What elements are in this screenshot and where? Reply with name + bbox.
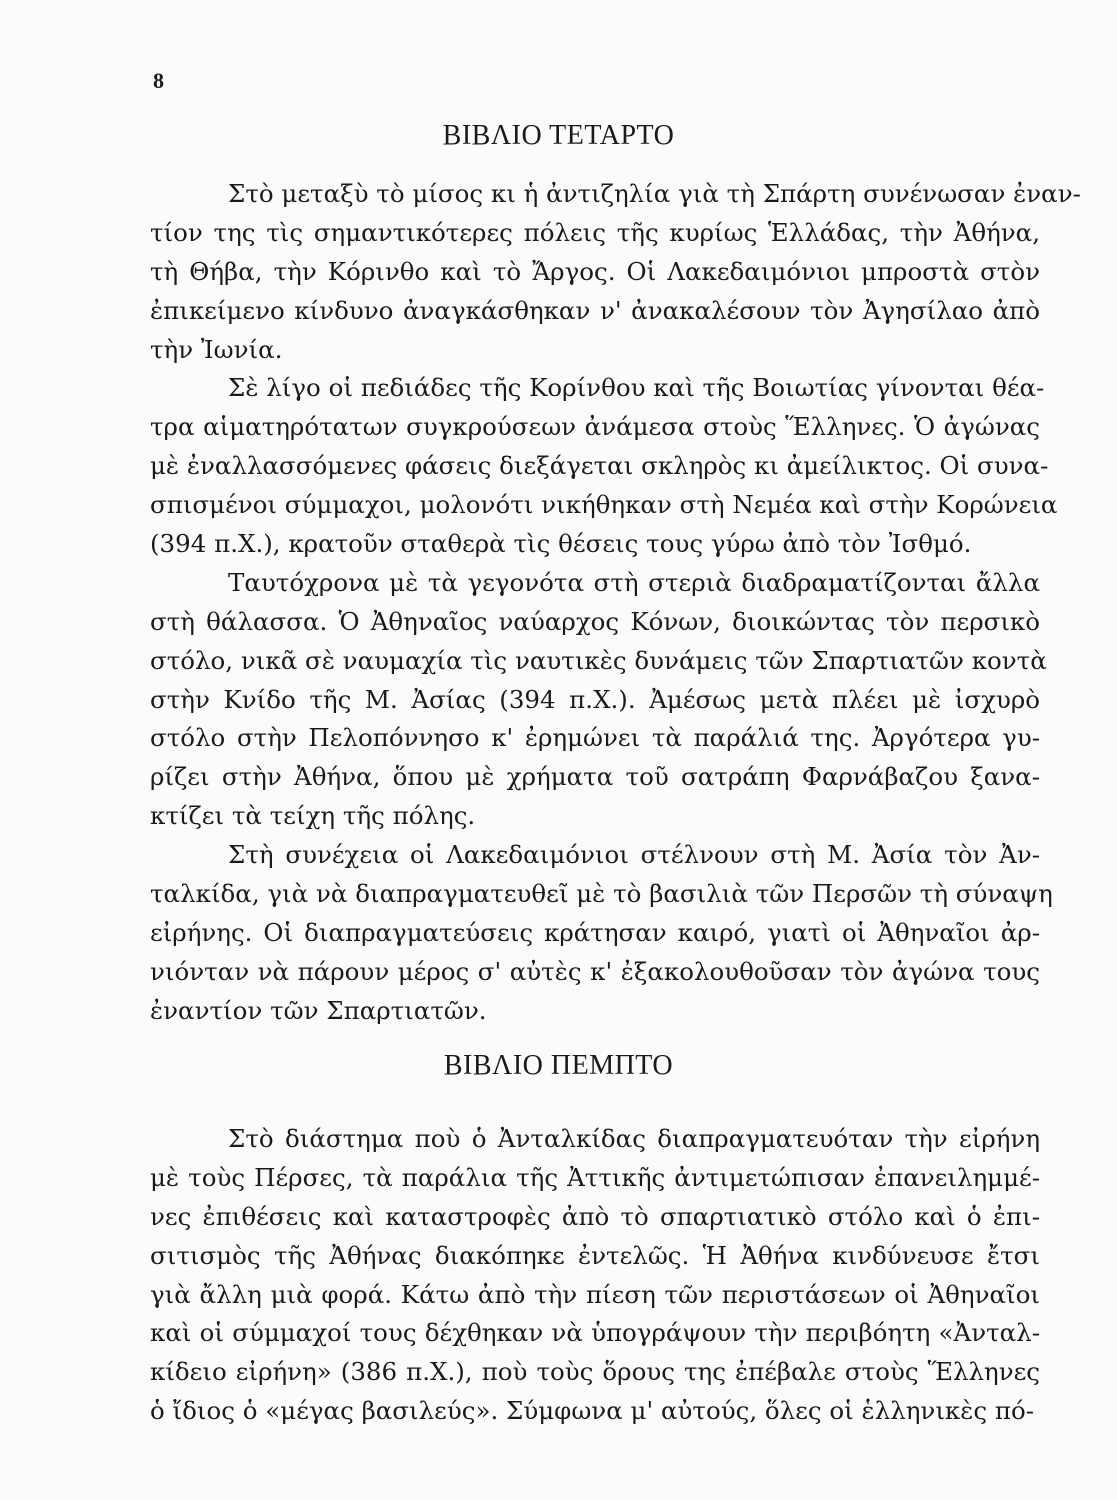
text-line: γιὰ ἄλλη μιὰ φορά. Κάτω ἀπὸ τὴν πίεση τῶν περιστάσεων οἱ Ἀθηναῖοι (150, 1279, 1040, 1309)
text-line: ἐπικείμενο κίνδυνο ἀναγκάσθηκαν ν' ἀνακαλέσουν τὸν Ἀγησίλαο ἀπὸ (150, 295, 1040, 325)
paragraph (150, 175, 1081, 369)
text-line: Στὴ συνέχεια οἱ Λακεδαιμόνιοι στέλνουν στὴ Μ. Ἀσία τὸν Ἀν- (228, 840, 1040, 870)
chapter-body-book-five (150, 1120, 1040, 1431)
text-line: κίδειο εἰρήνη» (386 π.Χ.), ποὺ τοὺς ὅρους της ἐπέβαλε στοὺς Ἕλληνες (150, 1357, 1040, 1387)
page-number: 8 (153, 68, 164, 93)
text-line: στὴ θάλασσα. Ὁ Ἀθηναῖος ναύαρχος Κόνων, διοικώντας τὸν περσικὸ (150, 606, 1040, 636)
text-line: μὲ τοὺς Πέρσες, τὰ παράλια τῆς Ἀττικῆς ἀντιμετώπισαν ἐπανειλημμέ- (150, 1162, 1040, 1192)
text-line: τὴν Ἰωνία. (150, 334, 283, 364)
text-line: τὴ Θήβα, τὴν Κόρινθο καὶ τὸ Ἄργος. Οἱ Λακεδαιμόνιοι μπροστὰ στὸν (150, 256, 1040, 286)
text-line: Στὸ διάστημα ποὺ ὁ Ἀνταλκίδας διαπραγματευόταν τὴν εἰρήνη (228, 1124, 1040, 1153)
text-line: νιόνταν νὰ πάρουν μέρος σ' αὐτὲς κ' ἐξακολουθοῦσαν τὸν ἀγώνα τους (150, 956, 1040, 986)
text-line: Στὸ μεταξὺ τὸ μίσος κι ἡ ἀντιζηλία γιὰ τὴ Σπάρτη συνένωσαν ἐναν- (228, 179, 1081, 208)
paragraph (150, 836, 1053, 1030)
text-line: στόλο, νικᾶ σὲ ναυμαχία τὶς ναυτικὲς δυνάμεις τῶν Σπαρτιατῶν κοντὰ (150, 645, 1047, 675)
paragraph (150, 1120, 1040, 1431)
text-line: ρίζει στὴν Ἀθήνα, ὅπου μὲ χρήματα τοῦ σατράπη Φαρνάβαζου ξανα- (150, 762, 1040, 792)
text-line: νες ἐπιθέσεις καὶ καταστροφὲς ἀπὸ τὸ σπαρτιατικὸ στόλο καὶ ὁ ἐπι- (150, 1201, 1040, 1231)
text-line: στὴν Κνίδο τῆς Μ. Ἀσίας (394 π.Χ.). Ἀμέσως μετὰ πλέει μὲ ἰσχυρὸ (150, 684, 1040, 714)
chapter-heading-book-four: ΒΙΒΛΙΟ ΤΕΤΑΡΤΟ (442, 120, 675, 151)
chapter-body-book-four (150, 175, 1081, 1031)
text-line: καὶ οἱ σύμμαχοί τους δέχθηκαν νὰ ὑπογράψουν τὴν περιβόητη «Ἀνταλ- (150, 1318, 1040, 1348)
text-line: στόλο στὴν Πελοπόννησο κ' ἐρημώνει τὰ παράλιά της. Ἀργότερα γυ- (150, 723, 1040, 753)
text-line: τίον της τὶς σημαντικότερες πόλεις τῆς κυρίως Ἑλλάδας, τὴν Ἀθήνα, (150, 217, 1040, 247)
text-line: ἐναντίον τῶν Σπαρτιατῶν. (150, 995, 487, 1025)
text-line: εἰρήνης. Οἱ διαπραγματεύσεις κράτησαν καιρό, γιατὶ οἱ Ἀθηναῖοι ἀρ- (150, 917, 1040, 947)
text-line: σπισμένοι σύμμαχοι, μολονότι νικήθηκαν στὴ Νεμέα καὶ στὴν Κορώνεια (150, 490, 1058, 520)
text-line: ὁ ἴδιος ὁ «μέγας βασιλεύς». Σύμφωνα μ' αὐτούς, ὅλες οἱ ἑλληνικὲς πό- (150, 1396, 1035, 1426)
text-line: σιτισμὸς τῆς Ἀθήνας διακόπηκε ἐντελῶς. Ἡ Ἀθήνα κινδύνευσε ἔτσι (150, 1240, 1040, 1270)
chapter-heading-book-five: ΒΙΒΛΙΟ ΠΕΜΠΤΟ (443, 1050, 674, 1081)
text-line: τρα αἱματηρότατων συγκρούσεων ἀνάμεσα στοὺς Ἕλληνες. Ὁ ἀγώνας (150, 412, 1040, 442)
text-line: μὲ ἐναλλασσόμενες φάσεις διεξάγεται σκληρὸς κι ἀμείλικτος. Οἱ συνα- (150, 451, 1049, 481)
text-line: ταλκίδα, γιὰ νὰ διαπραγματευθεῖ μὲ τὸ βασιλιὰ τῶν Περσῶν τὴ σύναψη (150, 879, 1053, 909)
text-line: Ταυτόχρονα μὲ τὰ γεγονότα στὴ στεριὰ διαδραματίζονται ἄλλα (228, 567, 1040, 597)
text-line: Σὲ λίγο οἱ πεδιάδες τῆς Κορίνθου καὶ τῆς Βοιωτίας γίνονται θέα- (228, 373, 1045, 403)
text-line: κτίζει τὰ τείχη τῆς πόλης. (150, 801, 476, 831)
paragraph (150, 564, 1047, 836)
text-line: (394 π.Χ.), κρατοῦν σταθερὰ τὶς θέσεις τους γύρω ἀπὸ τὸν Ἰσθμό. (150, 529, 972, 559)
paragraph (150, 369, 1058, 563)
